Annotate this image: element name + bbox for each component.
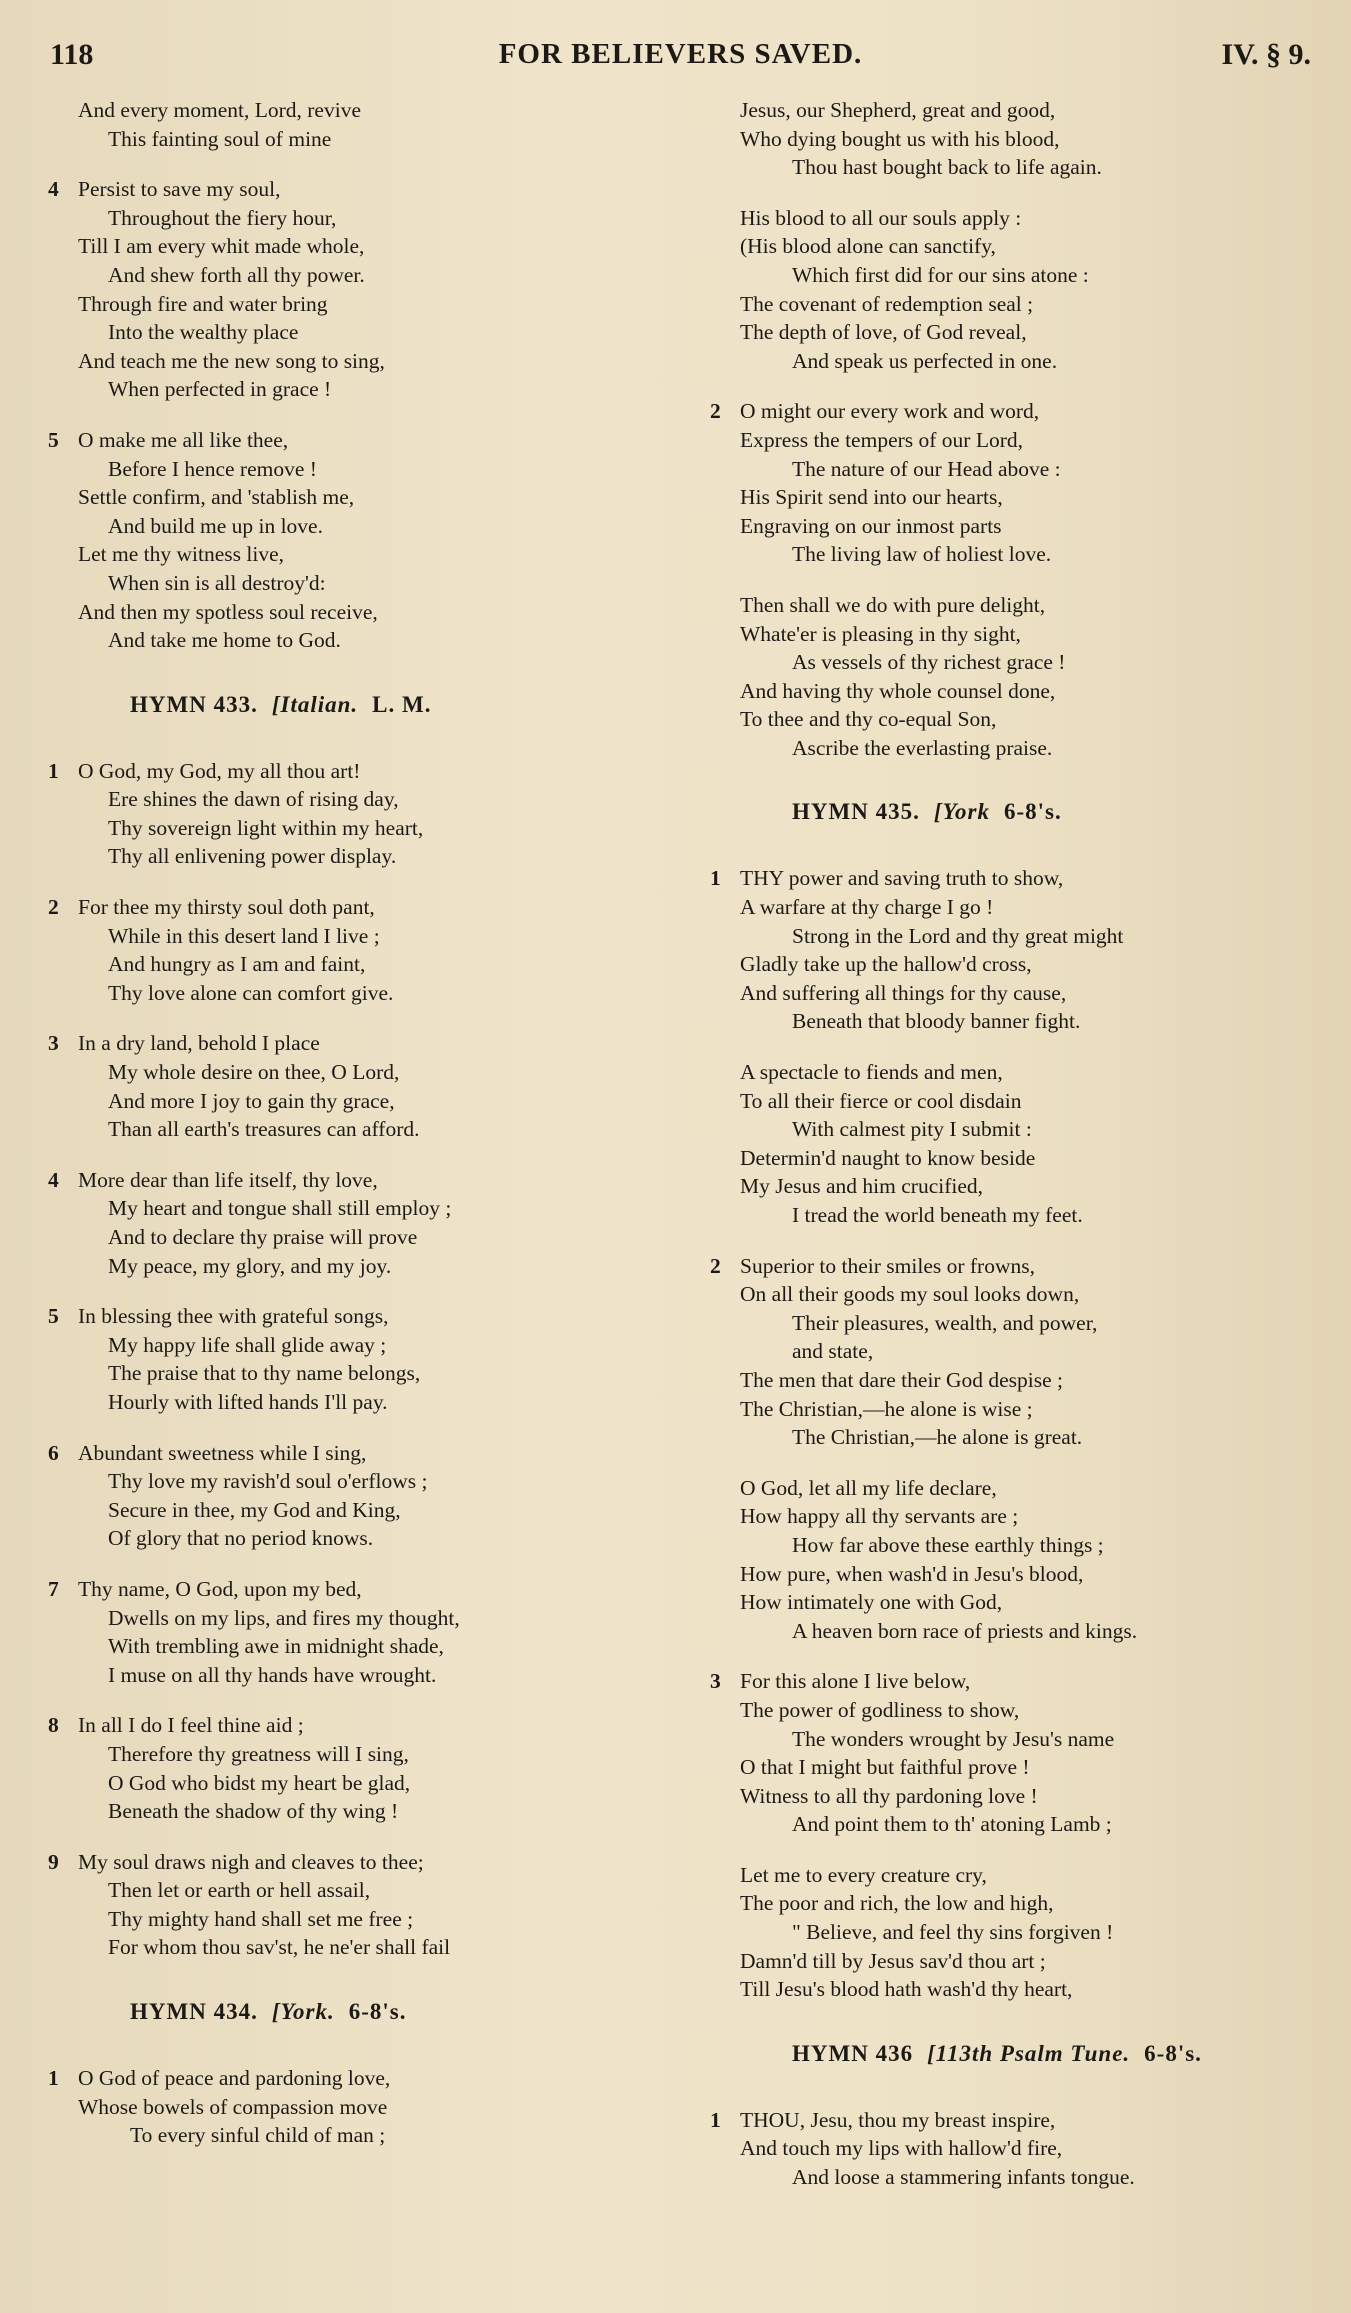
verse-text: Thy love alone can comfort give. — [108, 980, 394, 1005]
verse-line — [78, 1797, 678, 1826]
verse-text: The poor and rich, the low and high, — [740, 1891, 1054, 1916]
verse-text: As vessels of thy richest grace ! — [792, 650, 1066, 675]
verse-text: And having thy whole counsel done, — [740, 678, 1056, 703]
stanza-number: 1 — [48, 758, 59, 783]
verse-text: Hourly with lifted hands I'll pay. — [108, 1389, 388, 1414]
stanza-gap — [740, 828, 1330, 864]
verse-text: Into the wealthy place — [108, 320, 299, 345]
verse-line — [710, 397, 1330, 426]
verse-line — [740, 1531, 1330, 1560]
verse-line — [78, 1223, 678, 1252]
verse-text: Beneath the shadow of thy wing ! — [108, 1799, 399, 1824]
verse-text: My Jesus and him crucified, — [740, 1174, 984, 1199]
verse-text: O God of peace and pardoning love, — [78, 2066, 391, 2091]
verse-line — [740, 1918, 1330, 1947]
stanza-gap — [740, 2070, 1330, 2106]
verse-line — [48, 1439, 678, 1468]
verse-line — [710, 1252, 1330, 1281]
verse-text: My heart and tongue shall still employ ; — [108, 1196, 452, 1221]
verse-text: In blessing thee with grateful songs, — [78, 1304, 389, 1329]
verse-line — [740, 455, 1330, 484]
hymn-heading — [78, 1998, 678, 2028]
verse-text: And point them to th' atoning Lamb ; — [792, 1812, 1112, 1837]
verse-line — [710, 864, 1330, 893]
verse-text: And take me home to God. — [108, 628, 341, 653]
stanza-gap — [78, 1417, 678, 1439]
verse-line — [740, 979, 1330, 1008]
verse-text: Thy all enlivening power display. — [108, 844, 397, 869]
verse-line — [48, 1575, 678, 1604]
stanza-number: 1 — [48, 2066, 59, 2091]
verse-text: Till I am every whit made whole, — [78, 234, 365, 259]
verse-line — [78, 1467, 678, 1496]
verse-line — [740, 512, 1330, 541]
verse-text: I muse on all thy hands have wrought. — [108, 1662, 437, 1687]
verse-text: My whole desire on thee, O Lord, — [108, 1060, 400, 1085]
verse-line — [740, 1423, 1330, 1452]
verse-text: Persist to save my soul, — [78, 177, 281, 202]
verse-text: How intimately one with God, — [740, 1590, 1003, 1615]
verse-text: Whate'er is pleasing in thy sight, — [740, 621, 1021, 646]
stanza-gap — [740, 1230, 1330, 1252]
verse-line — [740, 648, 1330, 677]
verse-text: A heaven born race of priests and kings. — [792, 1618, 1138, 1643]
verse-line — [78, 1876, 678, 1905]
verse-text: My peace, my glory, and my joy. — [108, 1253, 392, 1278]
verse-text: My happy life shall glide away ; — [108, 1332, 387, 1357]
stanza-number: 3 — [48, 1031, 59, 1056]
verse-text: Jesus, our Shepherd, great and good, — [740, 98, 1056, 122]
verse-line — [740, 1861, 1330, 1890]
verse-text: And build me up in love. — [108, 513, 323, 538]
verse-line — [78, 1769, 678, 1798]
verse-text: To all their fierce or cool disdain — [740, 1088, 1022, 1113]
verse-text: When sin is all destroy'd: — [108, 570, 326, 595]
hymn-meter: L. M. — [372, 691, 432, 717]
verse-text: O that I might but faithful prove ! — [740, 1755, 1030, 1780]
verse-line — [78, 232, 678, 261]
verse-text: O God, my God, my all thou art! — [78, 758, 361, 783]
verse-line — [710, 1667, 1330, 1696]
right-column — [710, 96, 1330, 2192]
verse-text: To thee and thy co-equal Son, — [740, 707, 997, 732]
verse-text: How far above these earthly things ; — [792, 1532, 1104, 1557]
stanza-gap — [740, 569, 1330, 591]
verse-text: The nature of our Head above : — [792, 456, 1061, 481]
hymn-heading — [740, 798, 1330, 828]
verse-line — [740, 125, 1330, 154]
verse-text: And teach me the new song to sing, — [78, 348, 385, 373]
verse-line — [740, 1889, 1330, 1918]
stanza-gap — [78, 2028, 678, 2064]
page-number: 118 — [50, 38, 94, 71]
verse-text: More dear than life itself, thy love, — [78, 1167, 378, 1192]
verse-line — [740, 1725, 1330, 1754]
verse-line — [48, 1029, 678, 1058]
verse-line — [48, 757, 678, 786]
verse-text: And every moment, Lord, revive — [78, 98, 361, 122]
hymn-meter: 6-8's. — [1003, 799, 1062, 825]
verse-text: Thy sovereign light within my heart, — [108, 815, 424, 840]
verse-text: Of glory that no period knows. — [108, 1526, 374, 1551]
verse-line — [48, 175, 678, 204]
verse-line — [78, 261, 678, 290]
hymn-meter: 6-8's. — [348, 1999, 407, 2025]
verse-line — [740, 705, 1330, 734]
hymn-heading — [78, 691, 678, 721]
verse-line — [48, 1711, 678, 1740]
stanza-number: 5 — [48, 1304, 59, 1329]
verse-line — [740, 204, 1330, 233]
verse-text: O God, let all my life declare, — [740, 1475, 997, 1500]
verse-text: Strong in the Lord and thy great might — [792, 923, 1124, 948]
verse-text: The living law of holiest love. — [792, 542, 1052, 567]
stanza-gap — [78, 153, 678, 175]
hymn-tune: [113th Psalm Tune. — [927, 2040, 1131, 2066]
verse-text: Express the tempers of our Lord, — [740, 427, 1024, 452]
verse-line — [740, 1366, 1330, 1395]
stanza-number: 9 — [48, 1849, 59, 1874]
stanza-gap — [78, 1007, 678, 1029]
stanza-gap — [78, 404, 678, 426]
verse-line — [48, 426, 678, 455]
stanza-gap — [740, 182, 1330, 204]
verse-line — [740, 1115, 1330, 1144]
verse-line — [78, 204, 678, 233]
verse-line — [740, 1753, 1330, 1782]
verse-line — [78, 96, 678, 125]
verse-line — [740, 426, 1330, 455]
verse-line — [78, 347, 678, 376]
verse-line — [740, 620, 1330, 649]
verse-line — [78, 785, 678, 814]
verse-line — [740, 290, 1330, 319]
running-header — [50, 38, 1311, 78]
stanza-number: 2 — [48, 895, 59, 920]
verse-text: And shew forth all thy power. — [108, 262, 365, 287]
verse-line — [740, 1588, 1330, 1617]
verse-line — [78, 950, 678, 979]
verse-text: Then let or earth or hell assail, — [108, 1878, 371, 1903]
verse-text: THOU, Jesu, thou my breast inspire, — [740, 2107, 1056, 2132]
verse-line — [78, 512, 678, 541]
verse-line — [78, 1632, 678, 1661]
verse-text: The Christian,—he alone is great. — [792, 1425, 1083, 1450]
verse-line — [740, 1309, 1330, 1338]
verse-line — [740, 734, 1330, 763]
verse-line — [48, 1848, 678, 1877]
verse-text: His blood to all our souls apply : — [740, 205, 1022, 230]
verse-line — [48, 1166, 678, 1195]
verse-line — [78, 922, 678, 951]
verse-text: Ascribe the everlasting praise. — [792, 735, 1053, 760]
verse-line — [78, 1905, 678, 1934]
verse-line — [740, 540, 1330, 569]
verse-text: His Spirit send into our hearts, — [740, 485, 1003, 510]
verse-text: I tread the world beneath my feet. — [792, 1203, 1083, 1227]
verse-text: THY power and saving truth to show, — [740, 866, 1064, 891]
verse-text: Engraving on our inmost parts — [740, 513, 1002, 538]
verse-line — [740, 1280, 1330, 1309]
verse-text: For whom thou sav'st, he ne'er shall fail — [108, 1935, 451, 1960]
verse-line — [78, 1740, 678, 1769]
hymn-number: HYMN 433. — [130, 691, 258, 717]
stanza-gap — [740, 762, 1330, 798]
verse-text: Before I hence remove ! — [108, 456, 317, 481]
verse-line — [740, 1058, 1330, 1087]
verse-line — [78, 2093, 678, 2122]
verse-text: Thy love my ravish'd soul o'erflows ; — [108, 1469, 428, 1494]
verse-line — [740, 261, 1330, 290]
verse-line — [78, 1252, 678, 1281]
verse-text: And speak us perfected in one. — [792, 348, 1058, 373]
verse-text: For thee my thirsty soul doth pant, — [78, 895, 375, 920]
verse-text: In all I do I feel thine aid ; — [78, 1713, 304, 1738]
verse-text: Superior to their smiles or frowns, — [740, 1253, 1035, 1278]
verse-line — [740, 1087, 1330, 1116]
stanza-number: 6 — [48, 1440, 59, 1465]
verse-text: The wonders wrought by Jesu's name — [792, 1726, 1115, 1751]
verse-line — [78, 540, 678, 569]
verse-line — [740, 922, 1330, 951]
verse-text: (His blood alone can sanctify, — [740, 234, 996, 259]
stanza-gap — [78, 1553, 678, 1575]
verse-line — [740, 1474, 1330, 1503]
stanza-gap — [740, 2004, 1330, 2040]
verse-line — [48, 1302, 678, 1331]
verse-text: O God who bidst my heart be glad, — [108, 1770, 411, 1795]
verse-line — [78, 1388, 678, 1417]
verse-line — [740, 483, 1330, 512]
verse-line — [48, 2064, 678, 2093]
verse-line — [78, 1194, 678, 1223]
stanza-gap — [78, 1826, 678, 1848]
stanza-gap — [78, 1689, 678, 1711]
verse-line — [740, 1696, 1330, 1725]
verse-line — [740, 153, 1330, 182]
verse-text: Witness to all thy pardoning love ! — [740, 1783, 1038, 1808]
verse-line — [78, 375, 678, 404]
verse-line — [740, 1617, 1330, 1646]
verse-text: Thy mighty hand shall set me free ; — [108, 1906, 414, 1931]
verse-line — [78, 1604, 678, 1633]
verse-text: In a dry land, behold I place — [78, 1031, 320, 1056]
verse-line — [740, 1560, 1330, 1589]
stanza-gap — [78, 655, 678, 691]
verse-line — [740, 1007, 1330, 1036]
verse-text: Abundant sweetness while I sing, — [78, 1440, 367, 1465]
verse-line — [78, 1933, 678, 1962]
stanza-gap — [78, 871, 678, 893]
verse-text: And suffering all things for thy cause, — [740, 980, 1067, 1005]
verse-text: The praise that to thy name belongs, — [108, 1361, 421, 1386]
verse-text: And then my spotless soul receive, — [78, 599, 378, 624]
stanza-number: 1 — [710, 866, 721, 891]
verse-line — [78, 626, 678, 655]
verse-text: Determin'd naught to know beside — [740, 1145, 1036, 1170]
verse-line — [740, 677, 1330, 706]
verse-text: The covenant of redemption seal ; — [740, 291, 1034, 316]
verse-text: Than all earth's treasures can afford. — [108, 1117, 420, 1142]
verse-line — [740, 1337, 1330, 1366]
verse-text: When perfected in grace ! — [108, 377, 332, 402]
verse-line — [740, 1947, 1330, 1976]
hymn-meter: 6-8's. — [1144, 2040, 1202, 2066]
verse-line — [78, 842, 678, 871]
verse-text: Therefore thy greatness will I sing, — [108, 1741, 409, 1766]
verse-line — [78, 290, 678, 319]
verse-line — [78, 1115, 678, 1144]
verse-line — [740, 1502, 1330, 1531]
verse-line — [740, 96, 1330, 125]
verse-text: And loose a stammering infants tongue. — [792, 2165, 1135, 2190]
hymn-number: HYMN 436 — [792, 2040, 914, 2066]
verse-line — [710, 2106, 1330, 2135]
verse-line — [78, 125, 678, 154]
verse-text: Thou hast bought back to life again. — [792, 155, 1102, 180]
verse-line — [78, 598, 678, 627]
verse-text: Through fire and water bring — [78, 291, 328, 316]
verse-line — [740, 2134, 1330, 2163]
stanza-number: 4 — [48, 177, 59, 202]
hymn-number: HYMN 434. — [130, 1999, 258, 2025]
verse-text: And touch my lips with hallow'd fire, — [740, 2136, 1063, 2161]
verse-text: Which first did for our sins atone : — [792, 262, 1089, 287]
verse-line — [740, 591, 1330, 620]
verse-text: Thy name, O God, upon my bed, — [78, 1576, 362, 1601]
verse-line — [78, 483, 678, 512]
verse-text: O might our every work and word, — [740, 399, 1040, 424]
verse-line — [740, 893, 1330, 922]
verse-text: Throughout the fiery hour, — [108, 205, 337, 230]
verse-text: A warfare at thy charge I go ! — [740, 895, 994, 920]
verse-text: How pure, when wash'd in Jesu's blood, — [740, 1561, 1084, 1586]
verse-text: My soul draws nigh and cleaves to thee; — [78, 1849, 424, 1874]
verse-text: O make me all like thee, — [78, 427, 289, 452]
verse-line — [740, 1975, 1330, 2004]
left-column — [48, 96, 678, 2150]
stanza-gap — [740, 1645, 1330, 1667]
stanza-gap — [740, 1452, 1330, 1474]
verse-text: Let me to every creature cry, — [740, 1862, 987, 1887]
verse-text: Settle confirm, and 'stablish me, — [78, 485, 355, 510]
section-mark: IV. § 9. — [1221, 38, 1311, 71]
verse-line — [740, 2163, 1330, 2192]
stanza-number: 2 — [710, 399, 721, 424]
verse-text: Whose bowels of compassion move — [78, 2094, 388, 2119]
verse-text: And hungry as I am and faint, — [108, 952, 366, 977]
verse-text: While in this desert land I live ; — [108, 923, 380, 948]
verse-line — [48, 893, 678, 922]
stanza-gap — [78, 1962, 678, 1998]
stanza-number: 1 — [710, 2107, 721, 2132]
verse-text: and state, — [792, 1339, 874, 1364]
verse-line — [78, 2121, 678, 2150]
verse-text: Beneath that bloody banner fight. — [792, 1009, 1081, 1034]
verse-line — [78, 1058, 678, 1087]
verse-line — [740, 1201, 1330, 1230]
stanza-gap — [78, 721, 678, 757]
stanza-gap — [78, 1280, 678, 1302]
verse-line — [78, 1331, 678, 1360]
verse-line — [740, 1810, 1330, 1839]
verse-line — [78, 814, 678, 843]
stanza-number: 5 — [48, 427, 59, 452]
verse-text: Till Jesu's blood hath wash'd thy heart, — [740, 1977, 1073, 2002]
verse-text: With calmest pity I submit : — [792, 1117, 1032, 1142]
hymn-tune: [Italian. — [271, 691, 359, 717]
verse-text: " Believe, and feel thy sins forgiven ! — [792, 1920, 1114, 1945]
verse-text: The Christian,—he alone is wise ; — [740, 1396, 1033, 1421]
verse-text: The depth of love, of God reveal, — [740, 320, 1027, 345]
stanza-number: 2 — [710, 1253, 721, 1278]
stanza-number: 4 — [48, 1167, 59, 1192]
verse-text: The power of godliness to show, — [740, 1697, 1020, 1722]
verse-line — [78, 979, 678, 1008]
verse-text: On all their goods my soul looks down, — [740, 1282, 1080, 1307]
stanza-number: 3 — [710, 1669, 721, 1694]
hymn-heading — [740, 2040, 1330, 2070]
verse-text: This fainting soul of mine — [108, 126, 332, 151]
verse-line — [740, 1782, 1330, 1811]
verse-line — [78, 1496, 678, 1525]
verse-line — [740, 232, 1330, 261]
verse-line — [78, 1087, 678, 1116]
verse-line — [78, 569, 678, 598]
verse-text: Secure in thee, my God and King, — [108, 1497, 401, 1522]
verse-text: Who dying bought us with his blood, — [740, 126, 1060, 151]
verse-text: How happy all thy servants are ; — [740, 1504, 1019, 1529]
verse-line — [740, 1172, 1330, 1201]
verse-text: Then shall we do with pure delight, — [740, 592, 1046, 617]
verse-text: Their pleasures, wealth, and power, — [792, 1310, 1098, 1335]
verse-line — [740, 1395, 1330, 1424]
stanza-gap — [740, 375, 1330, 397]
verse-text: A spectacle to fiends and men, — [740, 1060, 1003, 1085]
verse-text: And to declare thy praise will prove — [108, 1225, 418, 1249]
verse-line — [78, 455, 678, 484]
stanza-number: 8 — [48, 1713, 59, 1738]
verse-text: Damn'd till by Jesus sav'd thou art ; — [740, 1948, 1046, 1973]
verse-text: For this alone I live below, — [740, 1669, 971, 1694]
stanza-gap — [740, 1036, 1330, 1058]
verse-text: Gladly take up the hallow'd cross, — [740, 952, 1032, 977]
stanza-gap — [740, 1839, 1330, 1861]
hymn-number: HYMN 435. — [792, 799, 920, 825]
stanza-gap — [78, 1144, 678, 1166]
verse-line — [78, 1524, 678, 1553]
verse-line — [78, 318, 678, 347]
verse-text: With trembling awe in midnight shade, — [108, 1634, 444, 1659]
verse-line — [78, 1661, 678, 1690]
running-title: FOR BELIEVERS SAVED. — [498, 38, 863, 70]
verse-text: The men that dare their God despise ; — [740, 1367, 1063, 1392]
verse-text: Let me thy witness live, — [78, 542, 285, 567]
verse-line — [740, 318, 1330, 347]
hymn-tune: [York. — [271, 1999, 335, 2025]
verse-line — [78, 1359, 678, 1388]
verse-line — [740, 1144, 1330, 1173]
stanza-number: 7 — [48, 1576, 59, 1601]
verse-line — [740, 347, 1330, 376]
verse-text: Dwells on my lips, and fires my thought, — [108, 1605, 460, 1630]
hymn-tune: [York — [933, 799, 990, 825]
verse-text: And more I joy to gain thy grace, — [108, 1088, 395, 1113]
verse-text: Ere shines the dawn of rising day, — [108, 787, 399, 812]
verse-line — [740, 950, 1330, 979]
verse-text: To every sinful child of man ; — [130, 2123, 386, 2148]
